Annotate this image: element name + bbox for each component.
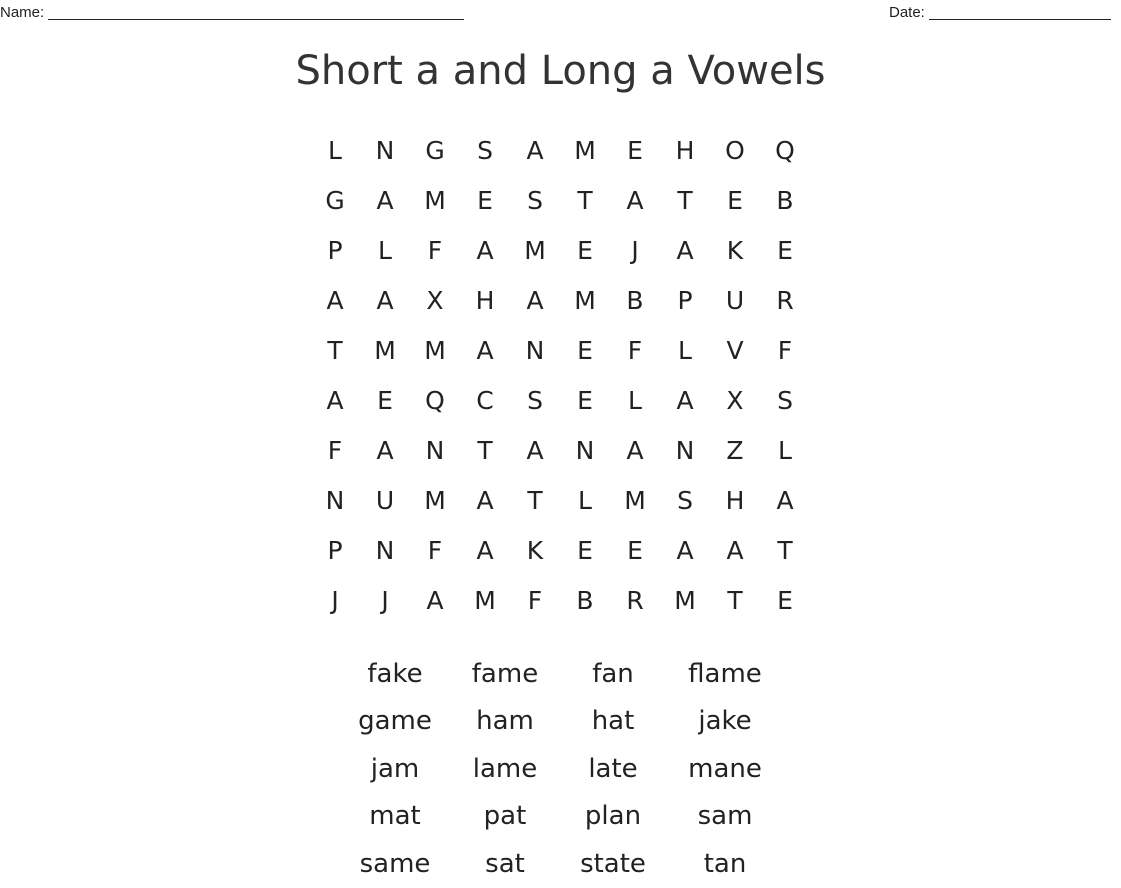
word-bank-row (340, 650, 784, 698)
grid-letter: S (477, 135, 493, 165)
grid-letter: S (527, 185, 543, 215)
grid-letter: L (778, 435, 792, 465)
grid-letter: T (577, 185, 593, 215)
grid-letter: E (777, 235, 793, 265)
grid-letter: G (325, 185, 345, 215)
grid-letter: K (526, 535, 544, 565)
grid-letter: U (725, 285, 745, 315)
grid-letter: S (777, 385, 793, 415)
grid-letter: A (526, 285, 544, 315)
grid-letter: A (676, 235, 694, 265)
grid-letter: A (626, 435, 644, 465)
word-bank-item: lame (472, 753, 538, 784)
grid-row (310, 375, 810, 425)
grid-row (310, 125, 810, 175)
word-bank-item: pat (483, 801, 527, 832)
grid-letter: S (677, 485, 693, 515)
word-bank-row (340, 793, 784, 841)
grid-letter: F (427, 235, 443, 265)
date-blank-line (929, 5, 1111, 20)
grid-letter: M (674, 585, 696, 615)
grid-letter: L (378, 235, 392, 265)
grid-letter: P (327, 235, 343, 265)
grid-letter: M (574, 285, 596, 315)
name-blank-line (48, 5, 464, 20)
word-bank (340, 650, 784, 888)
grid-letter: R (626, 585, 644, 615)
letter-grid (310, 125, 810, 625)
grid-letter: O (725, 135, 745, 165)
grid-letter: J (381, 585, 389, 615)
grid-row (310, 175, 810, 225)
grid-letter: H (725, 485, 745, 515)
word-bank-item: late (588, 753, 638, 784)
grid-letter: E (577, 235, 593, 265)
grid-letter: L (628, 385, 642, 415)
grid-letter: T (677, 185, 693, 215)
grid-letter: A (476, 485, 494, 515)
grid-letter: A (376, 435, 394, 465)
grid-letter: A (376, 185, 394, 215)
name-label: Name: (0, 4, 45, 21)
page-title: Short a and Long a Vowels (295, 48, 826, 94)
grid-row (310, 525, 810, 575)
grid-letter: A (726, 535, 744, 565)
grid-row (310, 275, 810, 325)
grid-letter: A (526, 135, 544, 165)
grid-letter: T (527, 485, 543, 515)
grid-letter: M (424, 335, 446, 365)
grid-letter: M (474, 585, 496, 615)
grid-letter: A (676, 385, 694, 415)
word-bank-item: fake (367, 658, 423, 689)
grid-letter: E (727, 185, 743, 215)
grid-letter: Q (425, 385, 445, 415)
word-bank-item: fame (471, 658, 539, 689)
grid-letter: P (677, 285, 693, 315)
grid-row (310, 425, 810, 475)
grid-row (310, 325, 810, 375)
grid-letter: N (525, 335, 545, 365)
grid-letter: E (577, 385, 593, 415)
grid-letter: J (331, 585, 339, 615)
grid-letter: N (325, 485, 345, 515)
grid-letter: A (376, 285, 394, 315)
grid-letter: N (675, 435, 695, 465)
grid-letter: B (576, 585, 594, 615)
word-bank-item: jake (698, 706, 752, 737)
grid-letter: M (574, 135, 596, 165)
word-bank-row (340, 840, 784, 888)
word-bank-item: state (580, 848, 646, 879)
grid-letter: R (776, 285, 794, 315)
word-bank-item: same (359, 848, 431, 879)
grid-row (310, 475, 810, 525)
grid-letter: X (726, 385, 744, 415)
grid-letter: A (326, 285, 344, 315)
grid-letter: E (577, 335, 593, 365)
word-bank-row (340, 745, 784, 793)
date-field (889, 4, 1111, 21)
name-field (0, 4, 464, 21)
grid-letter: E (777, 585, 793, 615)
grid-letter: G (425, 135, 445, 165)
grid-letter: N (375, 135, 395, 165)
grid-letter: K (726, 235, 744, 265)
grid-letter: L (678, 335, 692, 365)
grid-letter: E (377, 385, 393, 415)
grid-letter: A (426, 585, 444, 615)
grid-letter: A (626, 185, 644, 215)
word-bank-item: sat (485, 848, 525, 879)
word-bank-item: fan (592, 658, 634, 689)
grid-letter: N (575, 435, 595, 465)
grid-letter: E (627, 535, 643, 565)
word-bank-item: sam (697, 801, 753, 832)
grid-letter: L (578, 485, 592, 515)
grid-letter: V (726, 335, 744, 365)
grid-letter: Z (726, 435, 744, 465)
grid-letter: A (676, 535, 694, 565)
grid-letter: C (476, 385, 494, 415)
grid-letter: P (327, 535, 343, 565)
word-bank-item: ham (476, 706, 534, 737)
word-bank-item: flame (688, 658, 762, 689)
grid-letter: M (374, 335, 396, 365)
word-bank-item: hat (591, 706, 635, 737)
word-bank-item: mat (369, 801, 421, 832)
word-bank-row (340, 698, 784, 746)
grid-letter: S (527, 385, 543, 415)
grid-letter: A (476, 535, 494, 565)
grid-letter: F (327, 435, 343, 465)
grid-letter: A (476, 335, 494, 365)
grid-letter: L (328, 135, 342, 165)
grid-letter: N (375, 535, 395, 565)
word-bank-item: plan (584, 801, 642, 832)
word-bank-item: mane (688, 753, 762, 784)
grid-letter: B (626, 285, 644, 315)
grid-letter: B (776, 185, 794, 215)
grid-letter: F (627, 335, 643, 365)
grid-letter: A (476, 235, 494, 265)
grid-letter: A (776, 485, 794, 515)
grid-letter: Q (775, 135, 795, 165)
grid-letter: F (777, 335, 793, 365)
word-bank-item: jam (370, 753, 420, 784)
grid-letter: N (425, 435, 445, 465)
grid-letter: A (526, 435, 544, 465)
grid-letter: F (527, 585, 543, 615)
grid-letter: X (426, 285, 444, 315)
grid-letter: A (326, 385, 344, 415)
grid-letter: T (727, 585, 743, 615)
grid-letter: H (475, 285, 495, 315)
grid-letter: M (624, 485, 646, 515)
grid-row (310, 575, 810, 625)
grid-letter: H (675, 135, 695, 165)
grid-letter: M (424, 185, 446, 215)
grid-letter: M (424, 485, 446, 515)
grid-letter: M (524, 235, 546, 265)
date-label: Date: (889, 4, 925, 21)
grid-letter: F (427, 535, 443, 565)
grid-letter: T (777, 535, 793, 565)
grid-letter: E (577, 535, 593, 565)
grid-row (310, 225, 810, 275)
grid-letter: U (375, 485, 395, 515)
grid-letter: E (477, 185, 493, 215)
grid-letter: T (327, 335, 343, 365)
grid-letter: J (631, 235, 639, 265)
grid-letter: T (477, 435, 493, 465)
grid-letter: E (627, 135, 643, 165)
word-bank-item: game (358, 706, 432, 737)
word-bank-item: tan (703, 848, 747, 879)
